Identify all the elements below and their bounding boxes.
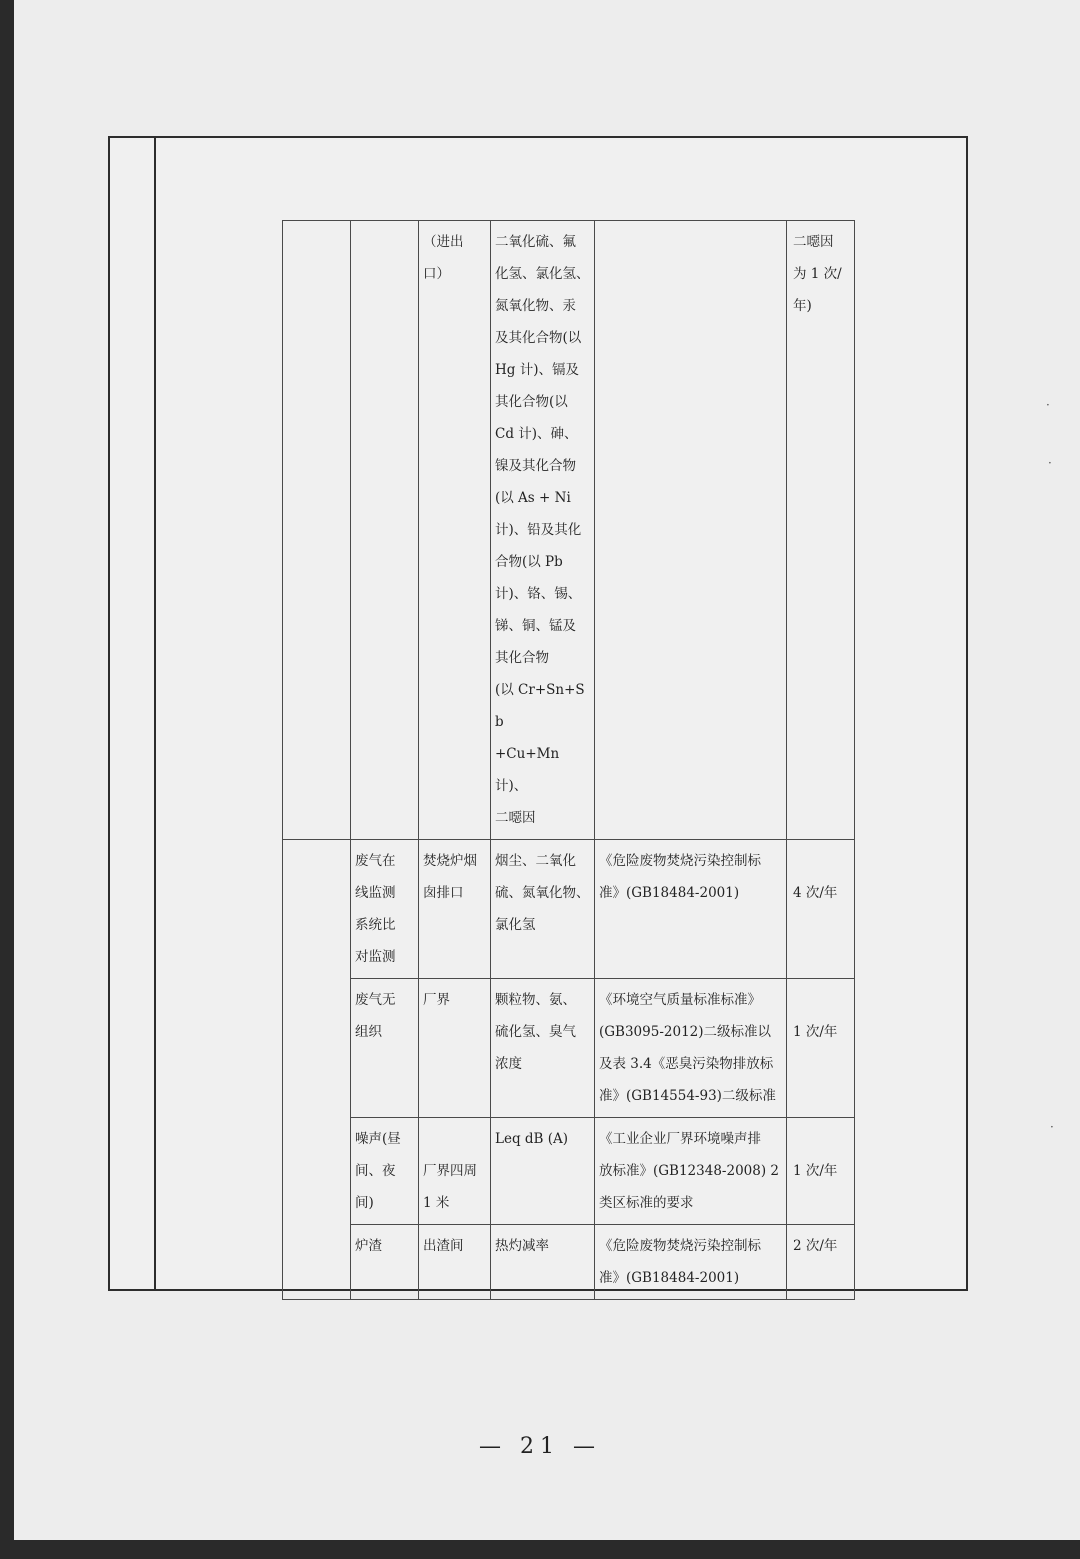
- blank-cell: [283, 840, 351, 1300]
- location-cell: （进出 口）: [419, 221, 491, 840]
- item-cell: 炉渣: [351, 1225, 419, 1300]
- item-cell: 废气无 组织: [351, 979, 419, 1118]
- blank-cell: [283, 221, 351, 840]
- standard-cell: 《环境空气质量标准标准》 (GB3095-2012)二级标准以 及表 3.4《恶臭污染物排放标 准》(GB14554-93)二级标准: [595, 979, 787, 1118]
- location-cell: 厂界: [419, 979, 491, 1118]
- location-cell: 出渣间: [419, 1225, 491, 1300]
- scan-speck: ·: [1046, 398, 1050, 412]
- standard-cell: [595, 221, 787, 840]
- page-number: — 21 —: [479, 1434, 601, 1459]
- location-cell: 焚烧炉烟 囱排口: [419, 840, 491, 979]
- item-cell: 噪声(昼 间、夜 间): [351, 1118, 419, 1225]
- frequency-cell: 1 次/年: [787, 1118, 855, 1225]
- standard-cell: 《危险废物焚烧污染控制标 准》(GB18484-2001): [595, 1225, 787, 1300]
- standard-cell: 《工业企业厂界环境噪声排 放标准》(GB12348-2008) 2 类区标准的要求: [595, 1118, 787, 1225]
- scan-speck: ·: [1048, 456, 1052, 470]
- standard-cell: 《危险废物焚烧污染控制标 准》(GB18484-2001): [595, 840, 787, 979]
- table-row: [283, 1225, 855, 1300]
- frequency-cell: 4 次/年: [787, 840, 855, 979]
- item-cell: [351, 221, 419, 840]
- frequency-cell: 二噁因 为 1 次/ 年): [787, 221, 855, 840]
- table-row: [283, 1118, 855, 1225]
- monitoring-table-grid: [282, 220, 855, 1300]
- monitoring-table: [282, 220, 854, 1300]
- outer-frame-divider: [154, 138, 156, 1289]
- indicators-cell: 二氧化硫、氟 化氢、氯化氢、 氮氧化物、汞 及其化合物(以 Hg 计)、镉及 其化合物(以 Cd 计)、砷、 镍及其化合物 (以 As + Ni 计)、铅及其化 合物(以 Pb 计)、铬、锡、 锑、铜、锰及 其化合物 (以 Cr+Sn+Sb +Cu+Mn 计)、 二噁因: [491, 221, 595, 840]
- frequency-cell: 1 次/年: [787, 979, 855, 1118]
- scan-edge-shadow-bottom: [0, 1540, 1080, 1559]
- location-cell: 厂界四周 1 米: [419, 1118, 491, 1225]
- item-cell: 废气在 线监测 系统比 对监测: [351, 840, 419, 979]
- frequency-cell: 2 次/年: [787, 1225, 855, 1300]
- table-row-continuation: [283, 221, 855, 840]
- indicators-cell: 颗粒物、氨、 硫化氢、臭气 浓度: [491, 979, 595, 1118]
- indicators-cell: 烟尘、二氧化 硫、氮氧化物、 氯化氢: [491, 840, 595, 979]
- table-row: [283, 840, 855, 979]
- scan-speck: ·: [1050, 1120, 1054, 1134]
- indicators-cell: Leq dB (A): [491, 1118, 595, 1225]
- scan-edge-shadow-left: [0, 0, 14, 1559]
- table-row: [283, 979, 855, 1118]
- indicators-cell: 热灼减率: [491, 1225, 595, 1300]
